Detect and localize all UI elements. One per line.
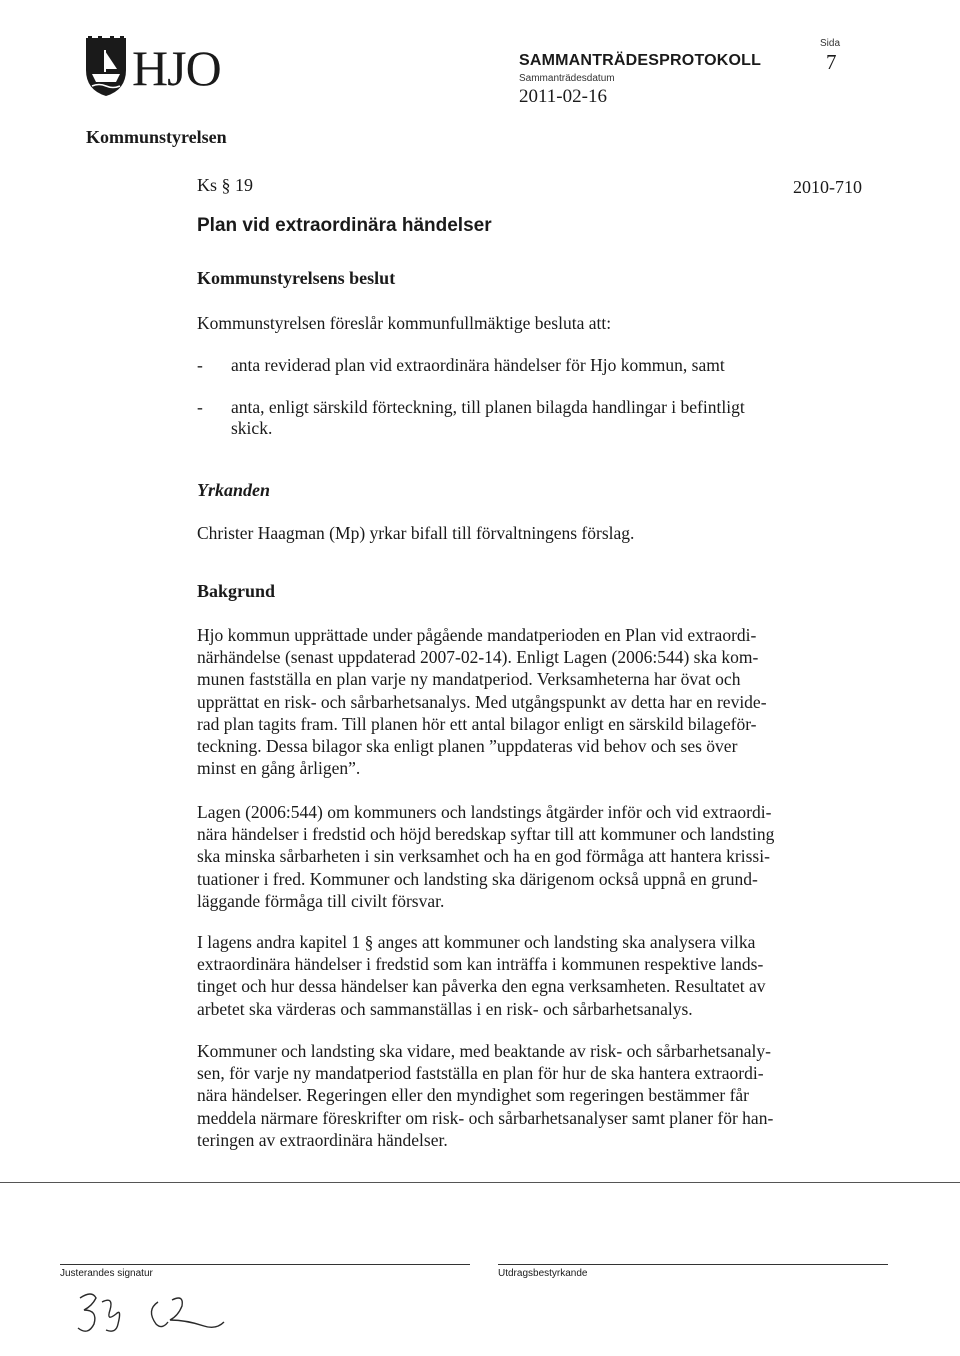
paragraph-line: nära händelser i fredstid och höjd beredskap syftar till att kommuner och landsting bbox=[197, 824, 775, 845]
bullet-line: anta reviderad plan vid extraordinära händelser för Hjo kommun, samt bbox=[231, 355, 725, 375]
paragraph-line: minst en gång årligen”. bbox=[197, 758, 361, 779]
page-divider bbox=[0, 1182, 960, 1183]
paragraph-line: teringen av extraordinära händelser. bbox=[197, 1129, 448, 1150]
decision-intro: Kommunstyrelsen föreslår kommunfullmäktige besluta att: bbox=[197, 313, 612, 333]
document-type: SAMMANTRÄDESPROTOKOLL bbox=[519, 52, 762, 69]
bullet-line: anta, enligt särskild förteckning, till planen bilagda handlingar i befintligt bbox=[231, 397, 745, 417]
paragraph-line: I lagens andra kapitel 1 § anges att kommuner och landsting ska analysera vilka bbox=[197, 932, 756, 952]
decision-bullet bbox=[197, 397, 817, 439]
paragraph-line: arbetet ska värderas och sammanställas i en risk- och sårbarhetsanalys. bbox=[197, 998, 693, 1019]
meeting-date: 2011-02-16 bbox=[519, 86, 607, 107]
background-heading: Bakgrund bbox=[197, 581, 276, 601]
background-paragraph bbox=[197, 931, 847, 1020]
date-label: Sammanträdesdatum bbox=[519, 73, 615, 84]
motions-text: Christer Haagman (Mp) yrkar bifall till förvaltningens förslag. bbox=[197, 523, 635, 543]
paragraph-line: ska minska sårbarheten i sin verksamhet och ha en god förmåga att hantera krissi- bbox=[197, 846, 770, 867]
case-number: 2010-710 bbox=[793, 177, 862, 197]
hjo-coat-of-arms-icon bbox=[82, 36, 130, 96]
signature-label: Justerandes signatur bbox=[60, 1268, 153, 1279]
bullet-line: skick. bbox=[231, 418, 273, 438]
decision-heading: Kommunstyrelsens beslut bbox=[197, 268, 396, 288]
paragraph-line: Lagen (2006:544) om kommuners och landstings åtgärder inför och vid extraordi- bbox=[197, 802, 772, 822]
paragraph-line: upprättat en risk- och sårbarhetsanalys. Med utgångspunkt av detta har en revide- bbox=[197, 691, 767, 712]
paragraph-line: meddela närmare föreskrifter om risk- och sårbarhetsanalyser samt planer för han- bbox=[197, 1107, 774, 1128]
page-number: 7 bbox=[826, 50, 837, 74]
signature-rule bbox=[60, 1264, 470, 1265]
logo-text: HJO bbox=[132, 40, 221, 96]
case-title: Plan vid extraordinära händelser bbox=[197, 215, 492, 236]
extract-rule bbox=[498, 1264, 888, 1265]
paragraph-line: rad plan tagits fram. Till planen hör ett antal bilagor enligt en särskild bilageför- bbox=[197, 713, 757, 734]
paragraph-line: Hjo kommun upprättade under pågående mandatperioden en Plan vid extraordi- bbox=[197, 625, 757, 645]
extract-label: Utdragsbestyrkande bbox=[498, 1268, 588, 1279]
paragraph-line: munen fastställa en plan varje ny mandatperiod. Verksamheterna har övat och bbox=[197, 669, 741, 690]
background-paragraph bbox=[197, 1040, 847, 1151]
page-label: Sida bbox=[820, 38, 841, 49]
paragraph-line: tuationer i fred. Kommuner och landsting ska därigenom också uppnå en grund- bbox=[197, 868, 758, 889]
background-paragraph bbox=[197, 624, 847, 779]
case-reference: Ks § 19 bbox=[197, 175, 254, 195]
paragraph-line: nära händelser. Regeringen eller den myndighet som regeringen bestämmer får bbox=[197, 1085, 750, 1106]
paragraph-line: läggande förmåga till civilt försvar. bbox=[197, 890, 445, 911]
paragraph-line: teckning. Dessa bilagor ska enligt planen ”uppdateras vid behov och ses över bbox=[197, 736, 738, 757]
paragraph-line: närhändelse (senast uppdaterad 2007-02-14). Enligt Lagen (2006:544) ska kom- bbox=[197, 647, 759, 668]
decision-bullet bbox=[197, 355, 817, 376]
bullet-dash: - bbox=[197, 355, 203, 375]
background-paragraph bbox=[197, 801, 847, 912]
bullet-dash: - bbox=[197, 397, 203, 417]
paragraph-line: extraordinära händelser i fredstid som kan inträffa i kommunen respektive lands- bbox=[197, 954, 764, 975]
body-name: Kommunstyrelsen bbox=[86, 127, 227, 147]
paragraph-line: tinget och hur dessa händelser kan påverka den egna verksamheten. Resultatet av bbox=[197, 976, 766, 997]
handwritten-signature-icon bbox=[76, 1284, 256, 1344]
paragraph-line: Kommuner och landsting ska vidare, med beaktande av risk- och sårbarhetsanaly- bbox=[197, 1041, 771, 1061]
paragraph-line: sen, för varje ny mandatperiod fastställa en plan för hur de ska hantera extraordi- bbox=[197, 1063, 764, 1084]
motions-heading: Yrkanden bbox=[197, 480, 271, 500]
